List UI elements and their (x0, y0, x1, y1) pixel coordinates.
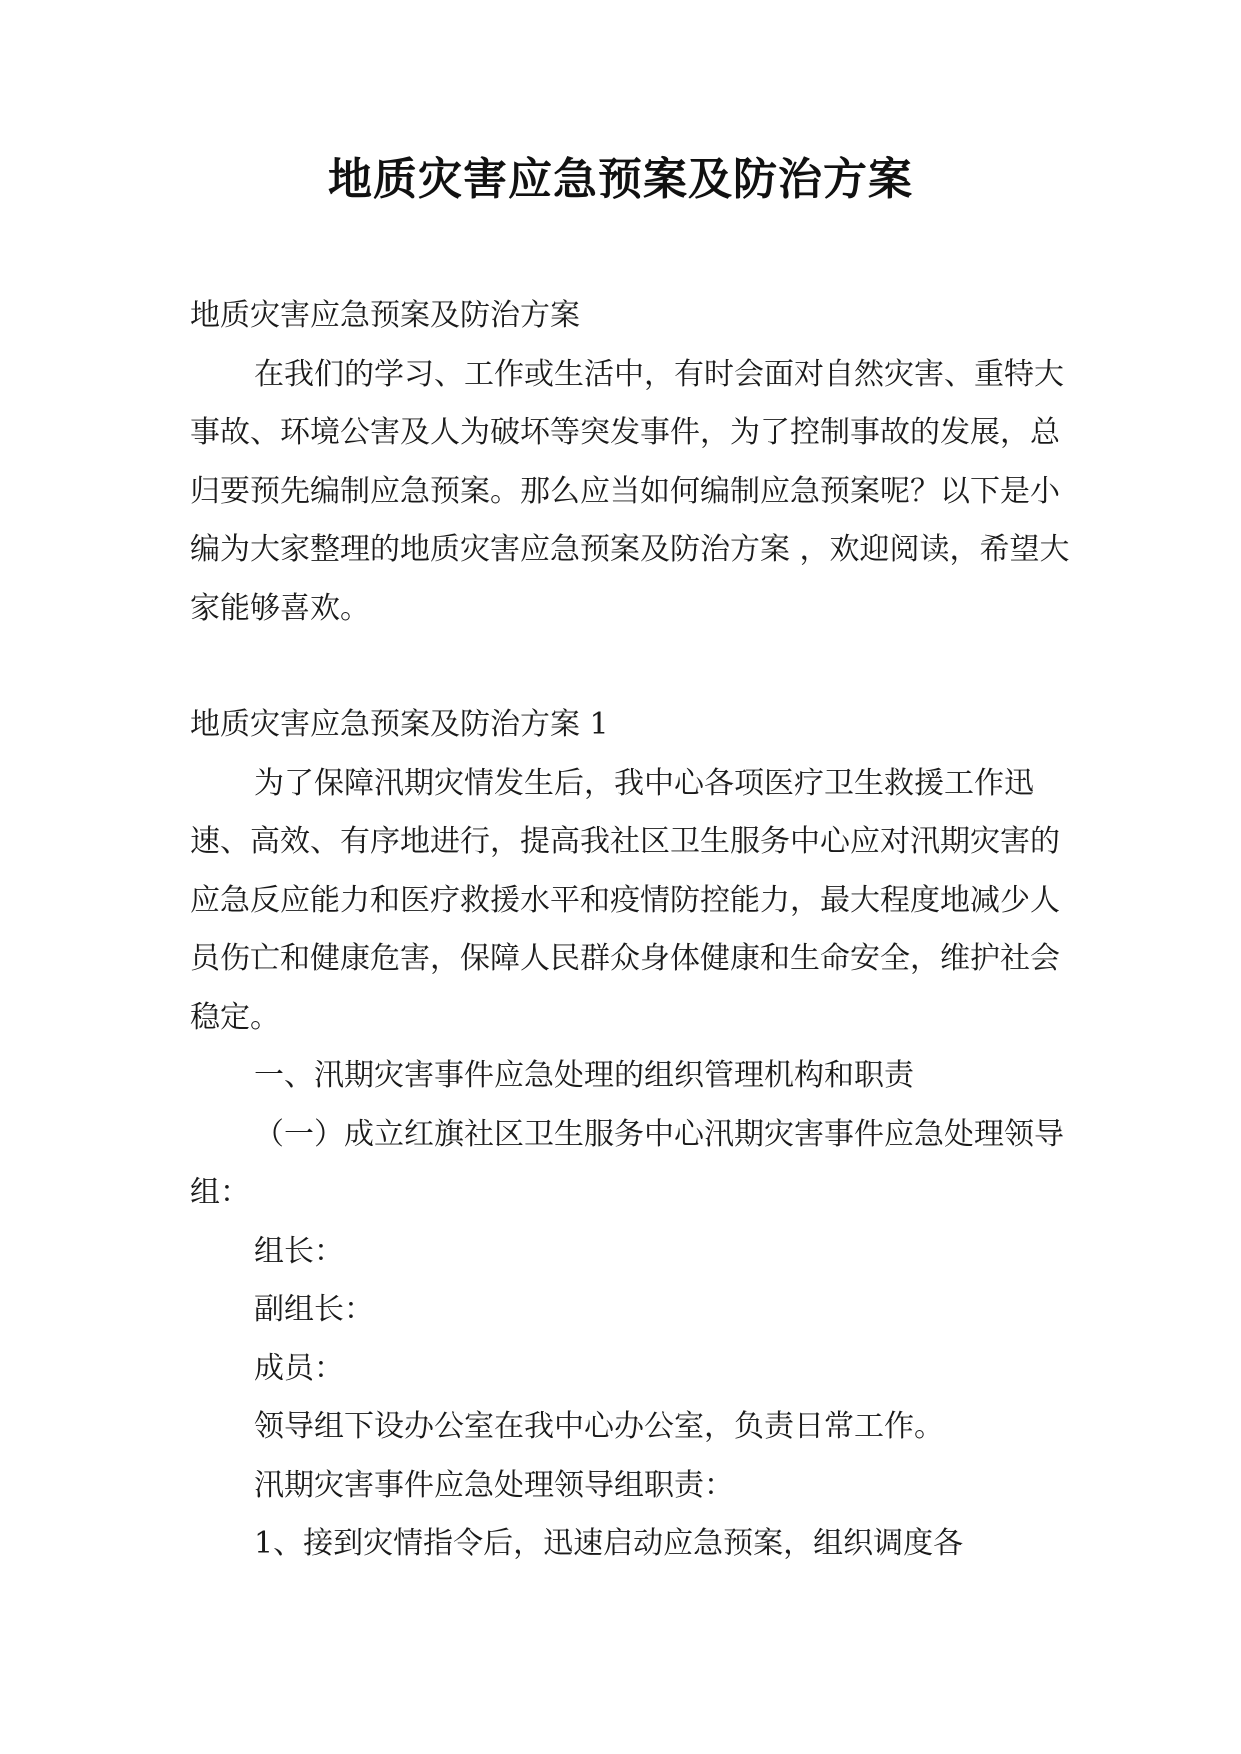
paragraph-spacer (190, 638, 1070, 696)
subheading-organization: 一、汛期灾害事件应急处理的组织管理机构和职责 (254, 1058, 914, 1093)
section-heading: 地质灾害应急预案及防治方案 1 (190, 707, 609, 742)
intro-paragraph: 在我们的学习、工作或生活中，有时会面对自然灾害、重特大事故、环境公害及人为破坏等突发事件，为了控制事故的发展，总归要预先编制应急预案。那么应当如何编制应急预案呢？以下是小编为大家整理的地质灾害应急预案及防治方案 ，欢迎阅读，希望大家能够喜欢。 (190, 356, 1070, 626)
document-title: 地质灾害应急预案及防治方案 (328, 154, 913, 205)
subheading-leadership-group: （一）成立红旗社区卫生服务中心汛期灾害事件应急处理领导组： (190, 1116, 1064, 1210)
intro-heading: 地质灾害应急预案及防治方案 (190, 298, 580, 333)
office-note: 领导组下设办公室在我中心办公室，负责日常工作。 (254, 1409, 944, 1444)
duty-item-1: 1、接到灾情指令后，迅速启动应急预案，组织调度各 (254, 1526, 964, 1561)
members-line: 成员： (254, 1350, 344, 1386)
section-paragraph: 为了保障汛期灾情发生后，我中心各项医疗卫生救援工作迅速、高效、有序地进行，提高我社区卫生服务中心应对汛期灾害的应急反应能力和医疗救援水平和疫情防控能力，最大程度地减少人员伤亡和健康危害，保障人民群众身体健康和生命安全，维护社会稳定。 (190, 765, 1060, 1035)
deputy-leader-line: 副组长： (254, 1292, 374, 1327)
document-body (190, 287, 1070, 1574)
duties-heading: 汛期灾害事件应急处理领导组职责： (254, 1467, 734, 1503)
leader-line: 组长： (254, 1233, 344, 1269)
